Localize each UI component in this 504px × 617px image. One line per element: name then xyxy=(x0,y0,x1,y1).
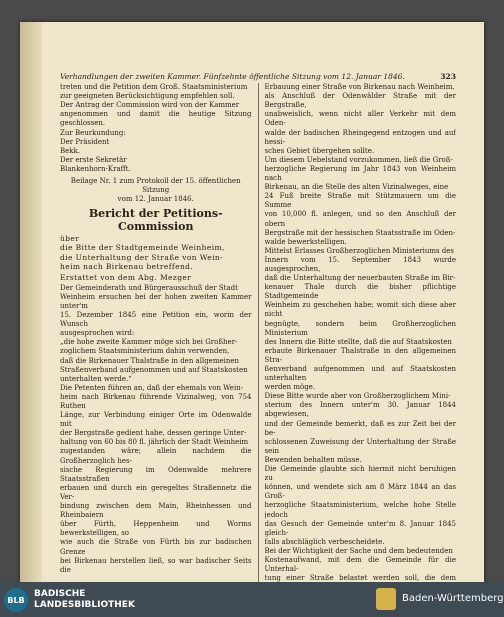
page-content xyxy=(60,72,456,582)
right-column xyxy=(265,83,457,582)
blb-logo-icon[interactable]: BLB xyxy=(4,588,28,612)
scanned-page xyxy=(20,22,484,582)
right-body-text: Erbauung einer Straße von Birkenau nach Weinheim, als Anschluß der Odenwälder Straße mit der Bergstraße, unabweislich, wenn nicht aller Verkehr mit dem Oden- walde der badischen Rheingegend entzogen und auf hessi- sches Gebiet übergehen sollte. Um diesem Uebelstand vorzukommen, ließ die Groß- herzogliche Regierung im Jahr 1843 von Weinheim nach Birkenau, an die Stelle des alten Vizinalweges, eine 24 Fuß breite Straße mit Stützmauern um die Summe von 10,000 fl. anlegen, und so den Anschluß der obern Bergstraße mit der hessischen Staatsstraße im Oden- walde bewerkstelligen. Mittelst Erlasses Großherzoglichen Ministeriums des Innern vom 15. September 1843 wurde ausgesprochen, daß die Unterhaltung der neuerbauten Straße im Bir- kenauer Thale durch die bisher pflichtige Stadtgemeinde Weinheim zu geschehen habe; womit sich diese aber nicht begnügte, sondern beim Großherzoglichen Ministerium des Innern die Bitte stellte, daß die auf Staatskosten erbaute Birkenauer Thalstraße in den allgemeinen Stra- ßenverband aufgenommen und auf Staatskosten unterhalten werden möge. Diese Bitte wurde aber von Großherzoglichem Mini- sterium des Innern unter'm 30. Januar 1844 abgewiesen, und der Gemeinde bemerkt, daß es zur Zeit bei der be- schlossenen Zuweisung der Unterhaltung der Straße sein Bewenden behalten müsse. Die Gemeinde glaubte sich hiermit nicht beruhigen zu können, und wendete sich am 8 März 1844 an das Groß- herzogliche Staatsministerium, welche hohe Stelle jedoch das Gesuch der Gemeinde unter'm 8. Januar 1845 gleich- falls abschläglich verbescheidete. Bei der Wichtigkeit der Sache und dem bedeutenden Kostenaufwand, mit dem die Gemeinde für die Unterhal- tung einer Straße belastet werden soll, die dem xyxy=(264,83,457,582)
reporter-line: Erstattet von dem Abg. Mezger xyxy=(60,272,192,282)
page-number: 323 xyxy=(440,72,456,81)
left-column xyxy=(60,83,252,582)
library-name: BADISCHE LANDESBIBLIOTHEK xyxy=(34,589,135,610)
header-title: Verhandlungen der zweiten Kammer. Fünfzehnte öffentliche Sitzung vom 12. Januar 1846. xyxy=(60,72,405,81)
state-name[interactable]: Baden-Württemberg xyxy=(402,593,504,604)
beilage-line: Beilage Nr. 1 zum Protokoll der 15. öffentlichen Sitzung vom 12. Januar 1846. xyxy=(70,177,241,204)
left-body-text: Der Gemeinderath und Bürgerausschuß der Stadt Weinheim ersuchen bei der hohen zweiten Kammer unter'm 15. Dezember 1845 eine Petition ein, worin der Wunsch ausgesprochen wird: „die hohe zweite Kammer möge sich bei Großher- zoglichem Staatsministerium dahin verwenden, daß die Birkenauer Thalstraße in den allgemeinen Straßenverband aufgenommen und auf Staatskosten unterhalten werde.“ Die Petenten führen an, daß der ehemals von Wein- heim nach Birkenau führende Vizinalweg, von 754 Ruthen Länge, zur Verbindung einiger Orte im Odenwalde mit der Bergstraße gedient habe, dessen geringe Unter- haltung von 60 bis 80 fl. jährlich der Stadt Weinheim zugestanden wäre; allein nachdem die Großherzoglich hes- sische Regierung im Odenwalde mehrere Staatsstraßen erbauen und durch ein geregeltes Straßennetz die Ver- bindung zwischen dem Main, Rheinhessen und Rheinbaiern über Fürth, Heppenheim und Worms bewerkstelligen, so wie auch die Straße von Fürth bis zur badischen Grenze bei Birkenau herstellen ließ, so war badischer Seits die xyxy=(60,283,252,574)
report-headline: Bericht der Petitions-Commission xyxy=(88,207,223,234)
intro-text: treten und die Petition dem Groß. Staatsministerium zur geeigneten Berücksichtigung empfehlen soll. Der Antrag der Commission wird von der Kammer angenommen und damit die heutige Sitzung geschlossen. Zur Beurkundung: Der Präsident Bekk. Der erste Sekretär Blankenhorn-Krafft. xyxy=(60,83,252,173)
column-divider xyxy=(258,83,259,582)
footer-bar xyxy=(0,582,504,617)
baden-wuerttemberg-crest-icon xyxy=(376,588,396,610)
report-subtitle: über die Bitte der Stadtgemeinde Weinheim, die Unterhaltung der Straße von Wein- heim nach Birkenau betreffend. xyxy=(60,234,225,271)
page-binding-edge xyxy=(20,22,42,582)
running-header xyxy=(60,72,456,81)
